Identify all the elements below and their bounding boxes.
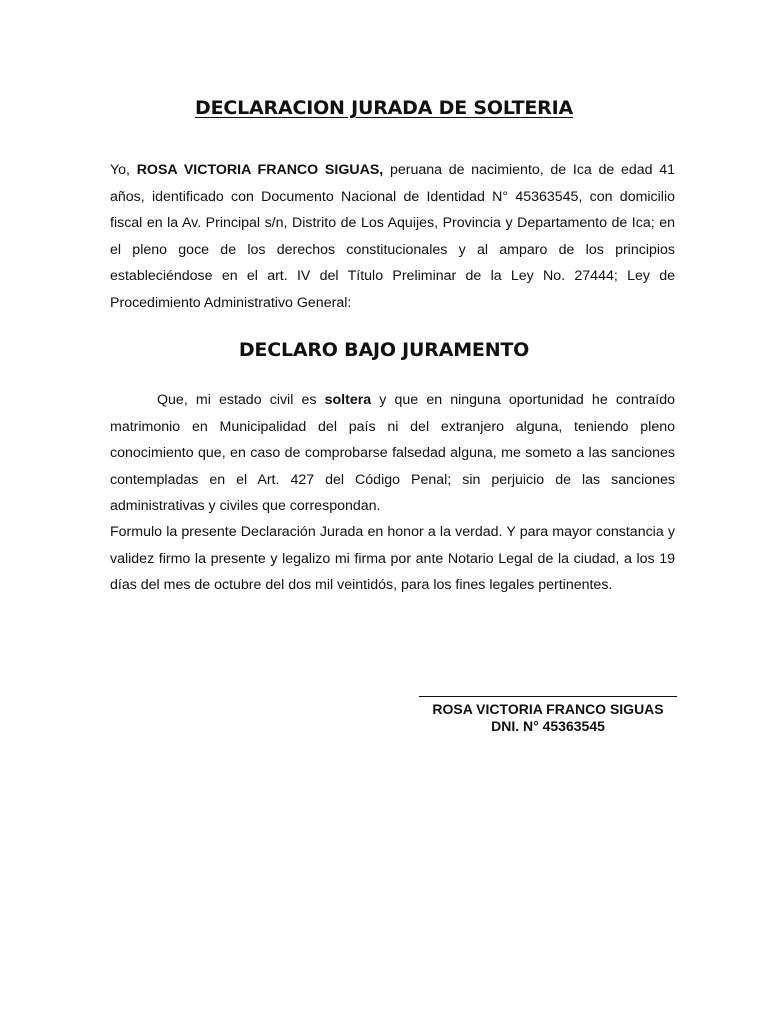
- declaration-paragraph: [110, 387, 675, 520]
- intro-text: peruana de nacimiento, de Ica de edad 41 años, identificado con Documento Nacional de Identidad N° 45363545, con domicilio fiscal en la Av. Principal s/n, Distrito de Los Aquijes, Provincia y Departamento de Ica; en el pleno goce de los derechos constitucionales y al amparo de los principios estableciéndose en el art. IV del Título Preliminar de la Ley No. 27444; Ley de Procedimiento Administrativo General:: [110, 162, 676, 311]
- declarant-name: ROSA VICTORIA FRANCO SIGUAS,: [136, 162, 384, 178]
- intro-lead: Yo,: [110, 162, 137, 178]
- declaration-text: y que en ninguna oportunidad he contraído matrimonio en Municipalidad del país ni del extranjero alguna, teniendo pleno conocimiento que, en caso de comprobarse falsedad alguna, me someto a las sanciones contempladas en el Art. 427 del Código Penal; sin perjuicio de las sanciones administrativas y civiles que correspondan.: [110, 392, 675, 514]
- signature-dni: DNI. N° 45363545: [491, 718, 605, 734]
- civil-status: soltera: [324, 392, 372, 408]
- signature-name: ROSA VICTORIA FRANCO SIGUAS: [432, 701, 664, 717]
- closing-paragraph: Formulo la presente Declaración Jurada en honor a la verdad. Y para mayor constancia y validez firmo la presente y legalizo mi firma por ante Notario Legal de la ciudad, a los 19 días del mes de octubre del dos mil veintidós, para los fines legales pertinentes.: [110, 524, 675, 593]
- document-title: DECLARACION JURADA DE SOLTERIA: [195, 97, 573, 119]
- declaration-heading: DECLARO BAJO JURAMENTO: [238, 339, 530, 361]
- signature-line: [419, 684, 677, 697]
- signature-block: [418, 684, 678, 735]
- declaration-lead: Que, mi estado civil es: [157, 392, 325, 408]
- intro-paragraph: [110, 157, 675, 316]
